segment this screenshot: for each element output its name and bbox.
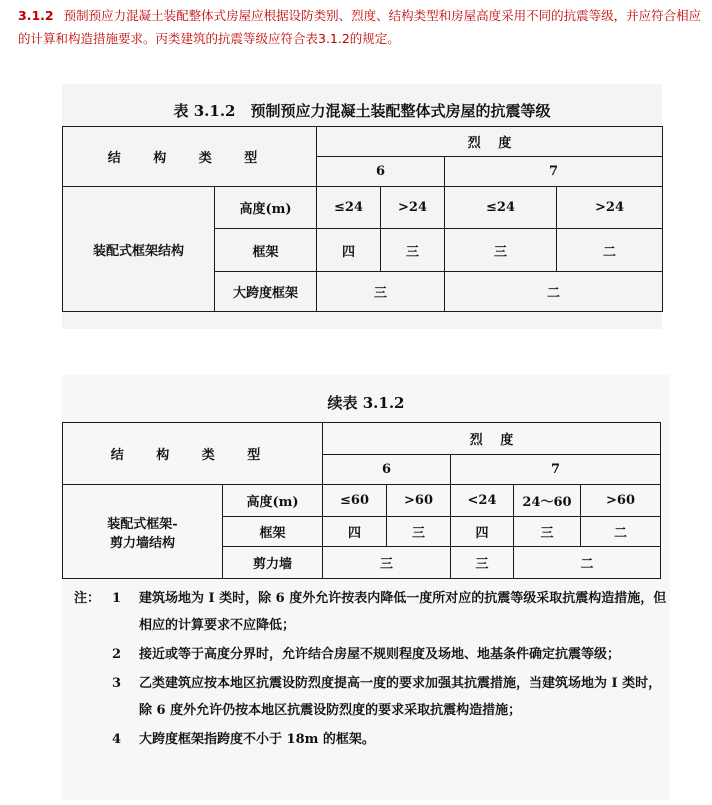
table1-row-label: 框架 <box>215 229 317 272</box>
table2-cell: 24～60 <box>514 485 581 517</box>
table1-cell: >24 <box>557 187 663 229</box>
table2-cell: ≤60 <box>323 485 387 517</box>
table1-row-label: 大跨度框架 <box>215 272 317 312</box>
note-number: 2 <box>112 647 122 662</box>
note-number: 4 <box>112 732 122 747</box>
table1-cell: 二 <box>445 272 663 312</box>
note-text: 接近或等于高度分界时，允许结合房屋不规则程度及场地、地基条件确定抗震等级； <box>139 647 621 662</box>
table1-cell: >24 <box>381 187 445 229</box>
note-item <box>74 726 674 753</box>
table1-structure-type-header: 结 构 类 型 <box>63 127 317 187</box>
note-item <box>74 641 674 668</box>
table2-row-label: 框架 <box>223 517 323 547</box>
notes-label: 注： <box>74 591 101 606</box>
table1-caption: 表 3.1.2 预制预应力混凝土装配整体式房屋的抗震等级 <box>173 102 551 120</box>
table2-cell: 四 <box>451 517 514 547</box>
table1-intensity-7: 7 <box>445 157 663 187</box>
table2-intensity-header: 烈 度 <box>323 423 661 455</box>
table2 <box>62 422 661 579</box>
clause-text: 预制预应力混凝土装配整体式房屋应根据设防类别、烈度、结构类型和房屋高度采用不同的抗震等级，并应符合相应的计算和构造措施要求。丙类建筑的抗震等级应符合表3.1.2的规定。 <box>18 8 702 46</box>
table2-caption: 续表 3.1.2 <box>327 394 405 412</box>
table2-cell: 三 <box>387 517 451 547</box>
table1-intensity-header: 烈 度 <box>317 127 663 157</box>
table1-cell: 三 <box>381 229 445 272</box>
table1-cell: ≤24 <box>445 187 557 229</box>
note-text: 建筑场地为 Ⅰ 类时，除 6 度外允许按表内降低一度所对应的抗震等级采取抗震构造措施，但相应的计算要求不应降低； <box>139 591 667 633</box>
table2-structure-name: 装配式框架- 剪力墙结构 <box>63 485 223 579</box>
note-text: 大跨度框架指跨度不小于 18m 的框架。 <box>139 732 375 747</box>
table2-cell: <24 <box>451 485 514 517</box>
table2-cell: >60 <box>581 485 661 517</box>
note-number: 3 <box>112 676 122 691</box>
note-text: 乙类建筑应按本地区抗震设防烈度提高一度的要求加强其抗震措施，当建筑场地为 Ⅰ 类时，除 6 度外允许仍按本地区抗震设防烈度的要求采取抗震构造措施； <box>139 676 662 718</box>
intro-paragraph <box>18 4 708 50</box>
table2-cell: 二 <box>581 517 661 547</box>
table1-cell: 四 <box>317 229 381 272</box>
table2-row-label: 剪力墙 <box>223 547 323 579</box>
table1-row-label: 高度(m) <box>215 187 317 229</box>
table2-cell: 四 <box>323 517 387 547</box>
table2-structure-type-header: 结 构 类 型 <box>63 423 323 485</box>
table2-row-label: 高度(m) <box>223 485 323 517</box>
table2-cell: 二 <box>514 547 661 579</box>
table2-cell: 三 <box>514 517 581 547</box>
table1 <box>62 126 663 312</box>
table1-cell: 二 <box>557 229 663 272</box>
table1-cell: 三 <box>317 272 445 312</box>
notes-section <box>74 585 674 755</box>
note-item <box>74 585 674 639</box>
table1-intensity-6: 6 <box>317 157 445 187</box>
table1-cell: ≤24 <box>317 187 381 229</box>
table1-cell: 三 <box>445 229 557 272</box>
table2-cell: 三 <box>451 547 514 579</box>
table2-intensity-7: 7 <box>451 455 661 485</box>
table2-cell: >60 <box>387 485 451 517</box>
table2-intensity-6: 6 <box>323 455 451 485</box>
note-item <box>74 670 674 724</box>
table2-cell: 三 <box>323 547 451 579</box>
note-number: 1 <box>112 591 122 606</box>
table1-structure-name: 装配式框架结构 <box>63 187 215 312</box>
clause-number: 3.1.2 <box>18 8 54 23</box>
